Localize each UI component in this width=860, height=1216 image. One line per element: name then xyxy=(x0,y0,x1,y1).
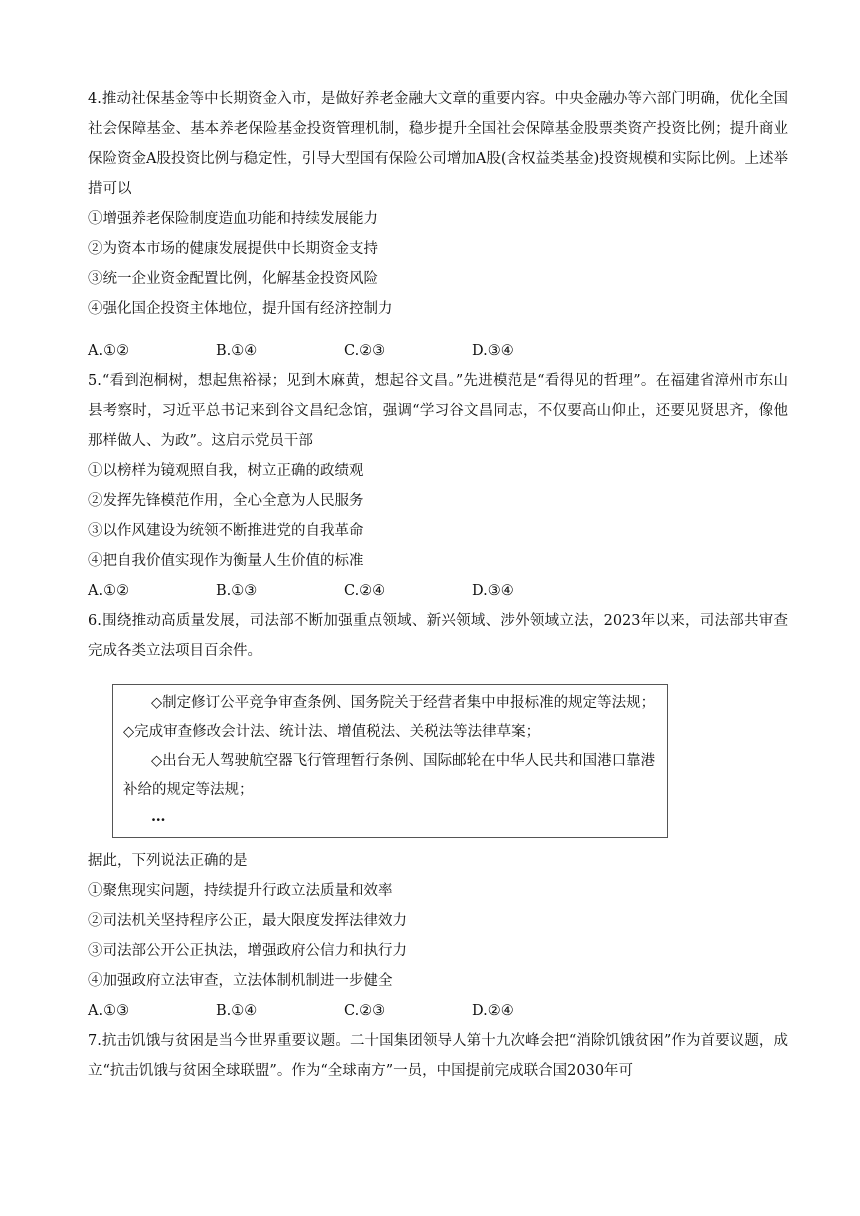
question-4-item-2: ②为资本市场的健康发展提供中长期资金支持 xyxy=(88,241,378,257)
question-4-choices xyxy=(88,336,788,366)
question-7 xyxy=(88,1026,788,1086)
question-4-item-4: ④强化国企投资主体地位，提升国有经济控制力 xyxy=(88,301,393,317)
choice-a: A.①② xyxy=(88,343,130,359)
question-7-stem: 7.抗击饥饿与贫困是当今世界重要议题。二十国集团领导人第十九次峰会把“消除饥饿贫困”作为首要议题，成立“抗击饥饿与贫困全球联盟”。作为“全球南方”一员，中国提前完成联合国2030年可 xyxy=(88,1033,788,1079)
question-6-stem: 6.围绕推动高质量发展，司法部不断加强重点领域、新兴领域、涉外领域立法，2023年以来，司法部共审查完成各类立法项目百余件。 xyxy=(88,613,788,659)
question-5-item-2: ②发挥先锋模范作用，全心全意为人民服务 xyxy=(88,493,364,509)
choice-b: B.①④ xyxy=(216,343,258,359)
choice-a: A.①③ xyxy=(88,1003,130,1019)
question-4-stem: 4.推动社保基金等中长期资金入市，是做好养老金融大文章的重要内容。中央金融办等六部门明确，优化全国社会保障基金、基本养老保险基金投资管理机制，稳步提升全国社会保障基金股票类资产投资比例；提升商业保险资金A股投资比例与稳定性，引导大型国有保险公司增加A股(含权益类基金)投资规模和实际比例。上述举措可以 xyxy=(88,91,788,197)
question-6-item-3: ③司法部公开公正执法，增强政府公信力和执行力 xyxy=(88,943,407,959)
choice-d: D.②④ xyxy=(472,1003,514,1019)
material-line-1: ◇制定修订公平竞争审查条例、国务院关于经营者集中申报标准的规定等法规；◇完成审查修改会计法、统计法、增值税法、关税法等法律草案； xyxy=(123,695,656,740)
material-box xyxy=(112,684,668,838)
choice-b: B.①④ xyxy=(216,1003,258,1019)
choice-c: C.②④ xyxy=(344,583,386,599)
question-5-item-3: ③以作风建设为统领不断推进党的自我革命 xyxy=(88,523,364,539)
choice-d: D.③④ xyxy=(472,343,514,359)
question-4-item-1: ①增强养老保险制度造血功能和持续发展能力 xyxy=(88,211,378,227)
choice-a: A.①② xyxy=(88,583,130,599)
choice-c: C.②③ xyxy=(344,1003,386,1019)
material-ellipsis: … xyxy=(151,808,166,825)
question-6 xyxy=(88,606,788,1026)
question-5-item-1: ①以榜样为镜观照自我，树立正确的政绩观 xyxy=(88,463,364,479)
question-5-stem: 5.“看到泡桐树，想起焦裕禄；见到木麻黄，想起谷文昌。”先进模范是“看得见的哲理”。在福建省漳州市东山县考察时，习近平总书记来到谷文昌纪念馆，强调“学习谷文昌同志，不仅要高山仰止，还要见贤思齐，像他那样做人、为政”。这启示党员干部 xyxy=(88,373,788,449)
question-6-item-2: ②司法机关坚持程序公正，最大限度发挥法律效力 xyxy=(88,913,407,929)
choice-d: D.③④ xyxy=(472,583,514,599)
question-6-item-1: ①聚焦现实问题，持续提升行政立法质量和效率 xyxy=(88,883,393,899)
question-4-item-3: ③统一企业资金配置比例，化解基金投资风险 xyxy=(88,271,378,287)
material-line-2: ◇出台无人驾驶航空器飞行管理暂行条例、国际邮轮在中华人民共和国港口靠港补给的规定等法规； xyxy=(123,753,656,798)
question-5-item-4: ④把自我价值实现作为衡量人生价值的标准 xyxy=(88,553,364,569)
question-6-lead: 据此，下列说法正确的是 xyxy=(88,853,248,869)
question-5-choices xyxy=(88,576,788,606)
exam-page xyxy=(88,84,788,1086)
question-5 xyxy=(88,366,788,606)
question-4 xyxy=(88,84,788,366)
choice-b: B.①③ xyxy=(216,583,258,599)
question-6-item-4: ④加强政府立法审查，立法体制机制进一步健全 xyxy=(88,973,393,989)
question-6-choices xyxy=(88,996,788,1026)
choice-c: C.②③ xyxy=(344,343,386,359)
